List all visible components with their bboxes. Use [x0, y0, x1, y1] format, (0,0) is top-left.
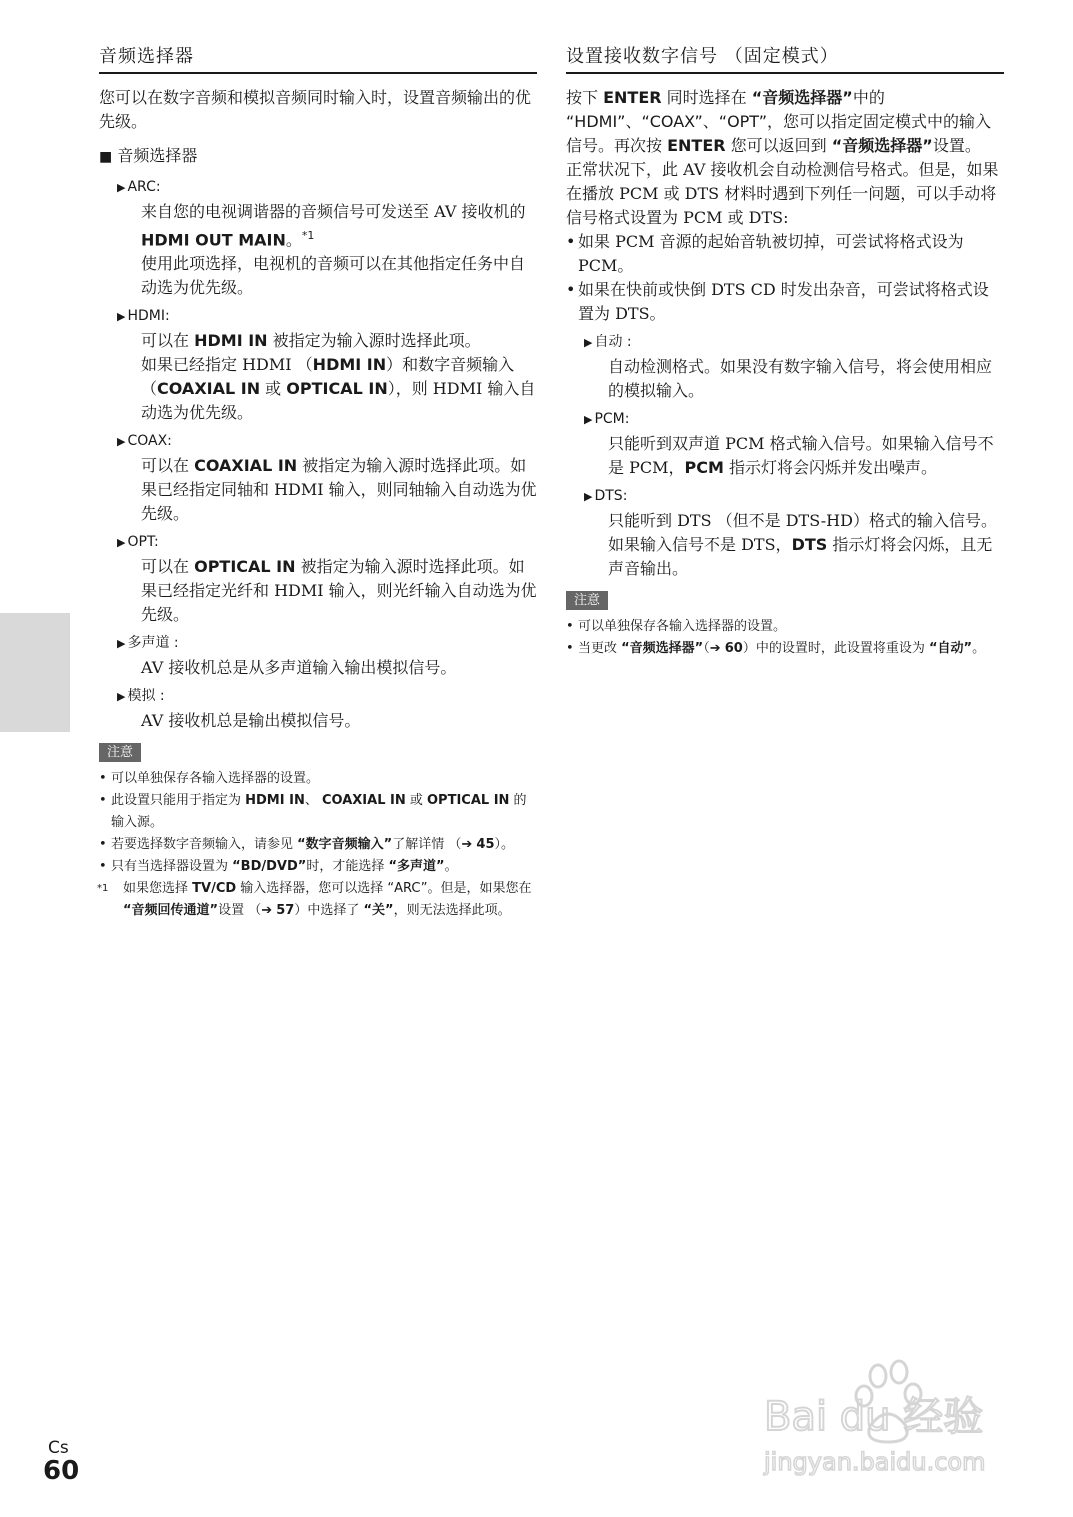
triangle-bullet-icon: ▶ [117, 690, 126, 704]
option-analog-label: ▶ 模拟 : [117, 688, 165, 705]
note-item: • 当更改 “音频选择器”（➔ 60）中的设置时，此设置将重设为 “自动”。 [566, 641, 986, 656]
square-bullet-icon: ■ [99, 149, 113, 165]
option-auto-label: ▶ 自动 : [584, 334, 632, 350]
option-hdmi-body: 可以在 HDMI IN 被指定为输入源时选择此项。 如果已经指定 HDMI （HDMI IN）和数字音频输入 （COAXIAL IN 或 OPTICAL IN），则 HDMI 输入自动选为优先级。 [141, 331, 536, 423]
option-arc-body: 来自您的电视调谐器的音频信号可发送至 AV 接收机的 HDMI OUT MAIN。$^{*1}$ 使用此项选择，电视机的音频可以在其他指定任务中自动选为优先级。 [141, 202, 526, 298]
triangle-bullet-icon: ▶ [117, 536, 126, 550]
note-badge: 注意 [566, 591, 608, 610]
watermark-brand: Bai du 经验 [764, 1394, 984, 1440]
option-dts-body: 只能听到 DTS （但不是 DTS-HD）格式的输入信号。如果输入信号不是 DTS，DTS 指示灯将会闪烁，且无声音输出。 [608, 511, 997, 578]
triangle-bullet-icon: ▶ [117, 310, 126, 324]
right-column [566, 44, 1004, 660]
option-multichannel-body: AV 接收机总是从多声道输入输出模拟信号。 [141, 658, 457, 678]
fixed-mode-paragraph: 按下 ENTER 同时选择在 “音频选择器”中的 “HDMI”、“COAX”、“OPT”，您可以指定固定模式中的输入信号。再次按 ENTER 您可以返回到 “音频选择器”设置。 [566, 88, 992, 155]
left-column [99, 44, 537, 922]
intro-text: 您可以在数字音频和模拟音频同时输入时，设置音频输出的优先级。 [99, 88, 532, 131]
note-list [99, 768, 537, 922]
option-auto-body: 自动检测格式。如果没有数字输入信号，将会使用相应的模拟输入。 [608, 357, 993, 400]
triangle-bullet-icon: ▶ [117, 435, 126, 449]
note-badge: 注意 [99, 743, 141, 762]
option-coax-body: 可以在 COAXIAL IN 被指定为输入源时选择此项。如果已经指定同轴和 HDMI 输入，则同轴输入自动选为优先级。 [141, 456, 537, 524]
footnote: *1 如果您选择 TV/CD 输入选择器，您可以选择 “ARC”。但是，如果您在 “音频回传通道”设置 （➔ 57）中选择了 “关”，则无法选择此项。 [97, 881, 532, 919]
side-index-tab [0, 613, 70, 732]
option-coax-label: ▶ COAX: [117, 433, 172, 450]
watermark-url: jingyan.baidu.com [764, 1448, 986, 1476]
triangle-bullet-icon: ▶ [584, 413, 593, 426]
option-dts-label: ▶ DTS: [584, 488, 628, 504]
option-arc-label: ▶ ARC: [117, 179, 161, 195]
note-list [566, 616, 1004, 660]
note-item: • 若要选择数字音频输入，请参见 “数字音频输入”了解详情 （➔ 45）。 [99, 837, 515, 853]
section-title-audio-selector: 音频选择器 [99, 44, 537, 74]
baidu-jingyan-watermark [760, 1358, 1010, 1483]
option-opt-body: 可以在 OPTICAL IN 被指定为输入源时选择此项。如果已经指定光纤和 HDMI 输入，则光纤输入自动选为优先级。 [141, 557, 537, 625]
option-analog-body: AV 接收机总是输出模拟信号。 [141, 711, 361, 731]
triangle-bullet-icon: ▶ [584, 336, 593, 349]
bullet-item: • 如果在快前或快倒 DTS CD 时发出杂音，可尝试将格式设置为 DTS。 [566, 280, 989, 323]
triangle-bullet-icon: ▶ [117, 637, 126, 651]
normal-status-paragraph: 正常状况下，此 AV 接收机会自动检测信号格式。但是，如果在播放 PCM 或 DTS 材料时遇到下列任一问题，可以手动将信号格式设置为 PCM 或 DTS: [566, 160, 999, 227]
option-opt-label: ▶ OPT: [117, 534, 159, 551]
option-hdmi-label: ▶ HDMI: [117, 308, 170, 325]
subheading: ■ 音频选择器 [99, 146, 198, 165]
page-number: 60 [43, 1456, 80, 1486]
note-item: • 只有当选择器设置为 “BD/DVD”时，才能选择 “多声道”。 [99, 859, 458, 875]
note-item: • 可以单独保存各输入选择器的设置。 [99, 771, 320, 787]
option-pcm-body: 只能听到双声道 PCM 格式输入信号。如果输入信号不是 PCM，PCM 指示灯将会闪烁并发出噪声。 [608, 434, 994, 477]
note-item: • 可以单独保存各输入选择器的设置。 [566, 619, 787, 634]
triangle-bullet-icon: ▶ [584, 490, 593, 503]
option-multichannel-label: ▶ 多声道 : [117, 635, 179, 652]
note-item: • 此设置只能用于指定为 HDMI IN、 COAXIAL IN 或 OPTICAL IN 的输入源。 [99, 793, 527, 831]
triangle-bullet-icon: ▶ [117, 181, 126, 194]
option-pcm-label: ▶ PCM: [584, 411, 630, 427]
section-title-fixed-mode: 设置接收数字信号 （固定模式） [566, 44, 1004, 74]
page-language-code: Cs [48, 1438, 69, 1458]
bullet-item: • 如果 PCM 音源的起始音轨被切掉，可尝试将格式设为 PCM。 [566, 232, 964, 275]
